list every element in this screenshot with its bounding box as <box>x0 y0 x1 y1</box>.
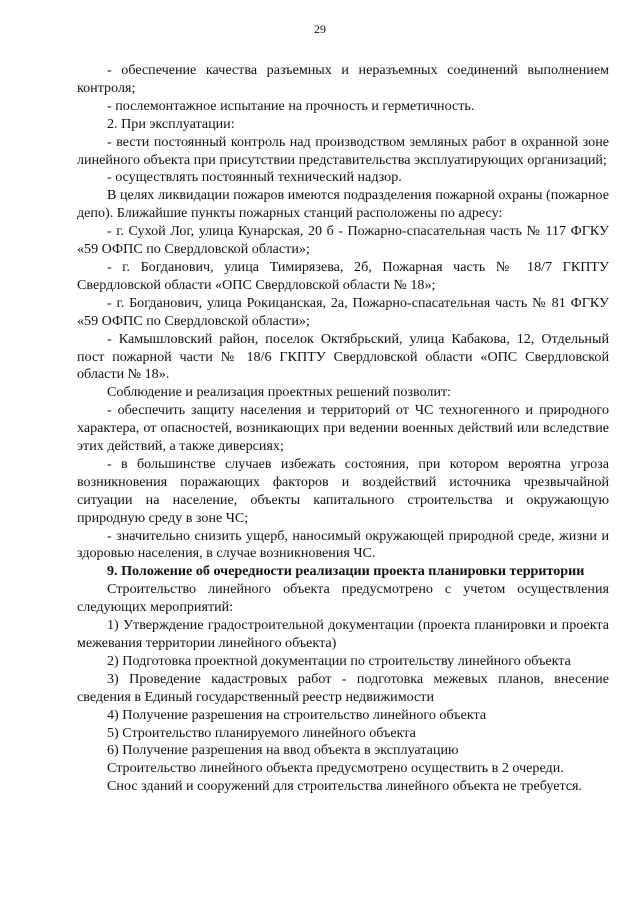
list-item: 1) Утверждение градостроительной документации (проекта планировки и проекта межевания территории линейного объекта) <box>77 617 609 651</box>
paragraph: Соблюдение и реализация проектных решений позволит: <box>107 384 452 401</box>
list-item: 2) Подготовка проектной документации по строительству линейного объекта <box>107 652 571 669</box>
paragraph: 2. При эксплуатации: <box>107 115 235 132</box>
paragraph: - в большинстве случаев избежать состояния, при котором вероятна угроза возникновения поражающих факторов и воздействий источника чрезвычайной ситуации на население, объекты капитального строительства и окружающую природную среду в зоне ЧС; <box>77 455 609 526</box>
paragraph: - обеспечить защиту населения и территорий от ЧС техногенного и природного характера, от опасностей, возникающих при ведении военных действий или вследствие этих действий, а также диверсиях; <box>77 402 609 455</box>
paragraph: - значительно снизить ущерб, наносимый окружающей природной среде, жизни и здоровью населения, в случае возникновения ЧС. <box>77 527 609 562</box>
paragraph: - вести постоянный контроль над производством земляных работ в охранной зоне линейного объекта при присутствии представительства эксплуатирующих организаций; <box>77 133 609 168</box>
list-item: 5) Строительство планируемого линейного объекта <box>107 724 416 741</box>
fire-station-address: - г. Богданович, улица Рокицанская, 2а, Пожарно-спасательная часть № 81 ФГКУ «59 ОФПС по Свердловской области»; <box>77 294 609 329</box>
list-item: 6) Получение разрешения на ввод объекта в эксплуатацию <box>107 742 459 759</box>
paragraph: Строительство линейного объекта предусмотрено с учетом осуществления следующих мероприятий: <box>77 581 609 616</box>
page-content <box>77 62 609 796</box>
paragraph: В целях ликвидации пожаров имеются подразделения пожарной охраны (пожарное депо). Ближайшие пункты пожарных станций расположены по адресу: <box>77 187 609 222</box>
fire-station-address: - г. Богданович, улица Тимирязева, 2б, Пожарная часть № 18/7 ГКПТУ Свердловской области «ОПС Свердловской области № 18»; <box>77 258 609 293</box>
paragraph: - послемонтажное испытание на прочность и герметичность. <box>107 97 475 114</box>
list-item: 4) Получение разрешения на строительство линейного объекта <box>107 706 487 723</box>
paragraph: Строительство линейного объекта предусмотрено осуществить в 2 очереди. <box>107 760 564 777</box>
page-number: 29 <box>314 22 326 36</box>
fire-station-address: - Камышловский район, поселок Октябрьский, улица Кабакова, 12, Отдельный пост пожарной части № 18/6 ГКПТУ Свердловской области «ОПС Свердловской области № 18». <box>77 330 609 383</box>
section-heading: 9. Положение об очередности реализации проекта планировки территории <box>107 563 585 580</box>
paragraph: - осуществлять постоянный технический надзор. <box>107 169 402 186</box>
fire-station-address: - г. Сухой Лог, улица Кунарская, 20 б - Пожарно-спасательная часть № 117 ФГКУ «59 ОФПС по Свердловской области»; <box>77 223 609 258</box>
list-item: 3) Проведение кадастровых работ - подготовка межевых планов, внесение сведения в Единый государственный реестр недвижимости <box>77 670 609 705</box>
paragraph: Снос зданий и сооружений для строительства линейного объекта не требуется. <box>107 778 583 795</box>
paragraph: - обеспечение качества разъемных и неразъемных соединений выполнением контроля; <box>77 62 609 96</box>
